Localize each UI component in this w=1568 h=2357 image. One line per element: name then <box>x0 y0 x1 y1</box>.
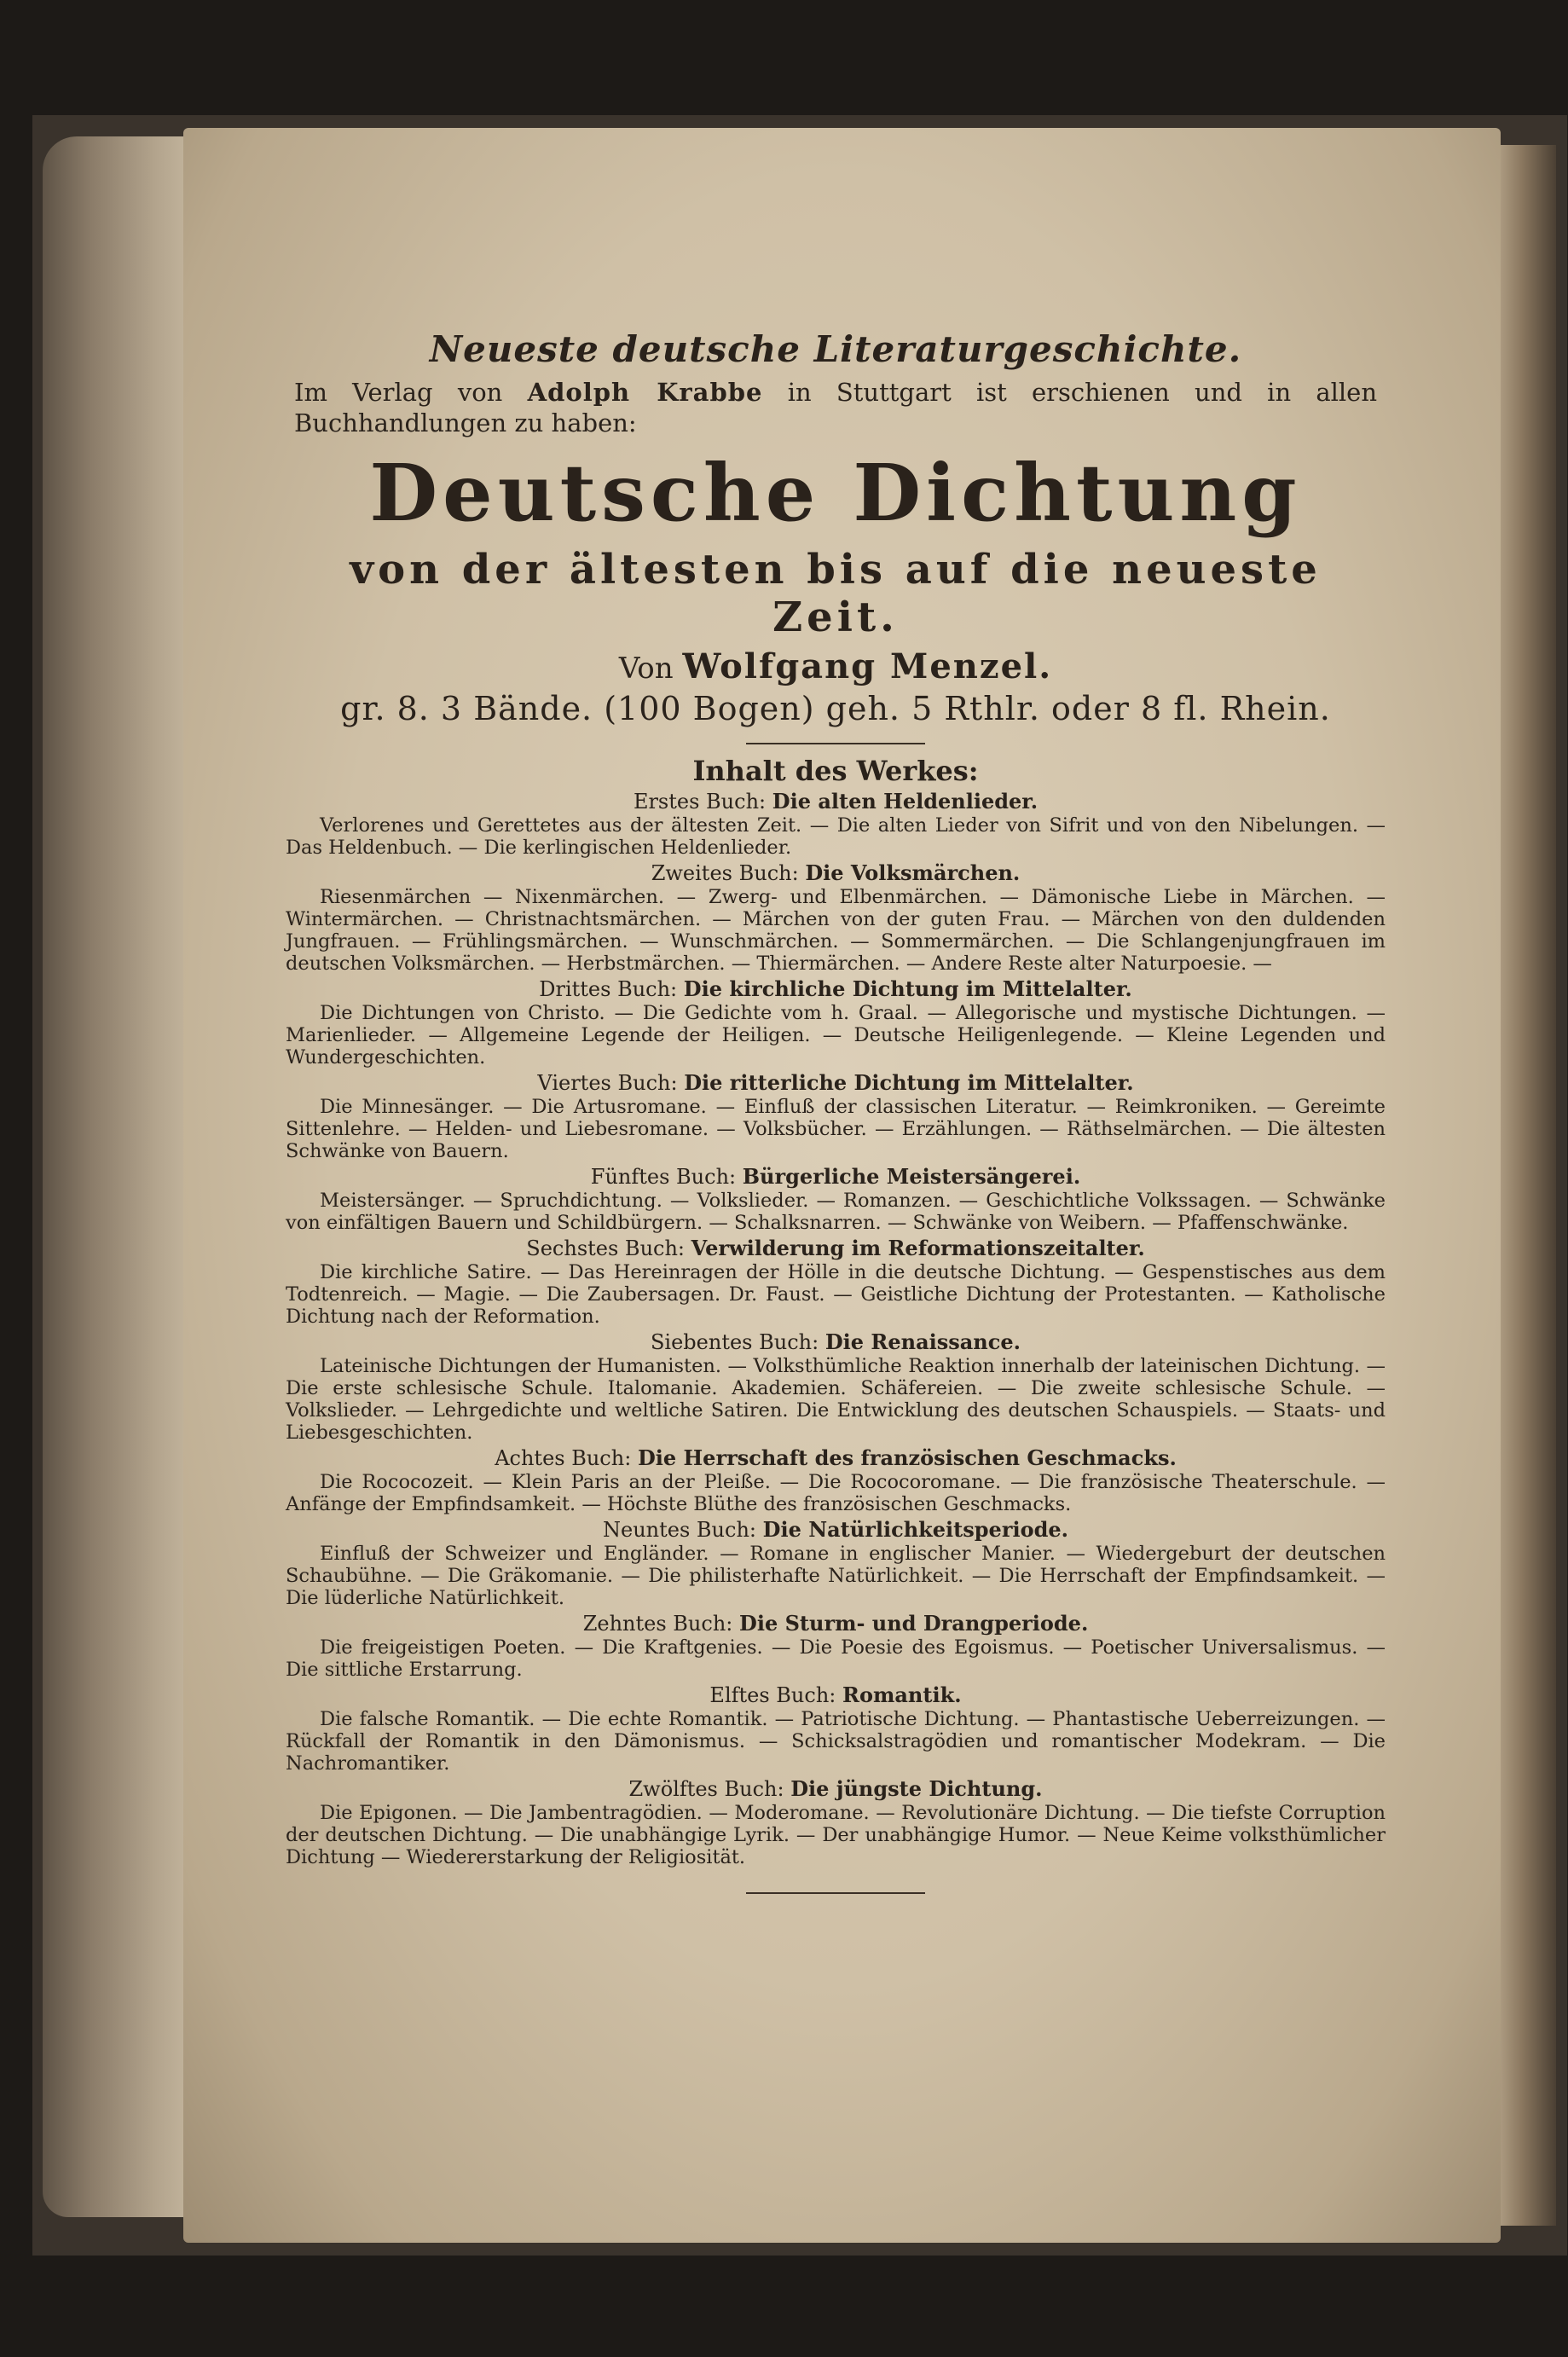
book-title: Deutsche Dichtung <box>369 447 1302 539</box>
book-label: Viertes Buch: <box>537 1071 678 1095</box>
publisher-intro <box>286 377 1386 438</box>
book-label: Drittes Buch: <box>539 977 678 1001</box>
toc-book-heading <box>286 1611 1386 1636</box>
bottom-divider <box>746 1892 925 1894</box>
price-line: gr. 8. 3 Bände. (100 Bogen) geh. 5 Rthlr. oder 8 fl. Rhein. <box>340 690 1331 727</box>
toc-book-heading <box>286 1776 1386 1802</box>
toc-list <box>286 789 1386 1868</box>
toc-book-heading <box>286 1445 1386 1471</box>
toc-heading: Inhalt des Werkes: <box>692 755 979 787</box>
toc-book-heading <box>286 1164 1386 1190</box>
book-title-entry: Die Natürlichkeitsperiode. <box>762 1517 1068 1542</box>
book-title-entry: Die Sturm- und Drangperiode. <box>739 1611 1089 1636</box>
toc-book-text: Riesenmärchen — Nixenmärchen. — Zwerg- und Elbenmärchen. — Dämonische Liebe in Märchen. — Wintermärchen. — Christnachtsmärchen. — Märchen von der guten Frau. — Märchen von den duldenden Jungfrauen. — Frühlingsmärchen. — Wunschmärchen. — Sommermärchen. — Die Schlangenjungfrauen im deutschen Volksmärchen. — Herbstmärchen. — Thiermärchen. — Andere Reste alter Naturpoesie. — <box>286 886 1386 975</box>
toc-book-heading <box>286 976 1386 1002</box>
publisher-name: Adolph Krabbe <box>527 378 763 407</box>
toc-book-text: Einfluß der Schweizer und Engländer. — Romane in englischer Manier. — Wiedergeburt der deutschen Schaubühne. — Die Gräkomanie. — Die philisterhafte Natürlichkeit. — Die Herrschaft der Empfindsamkeit. — Die lüderliche Natürlichkeit. <box>286 1543 1386 1609</box>
book-subtitle: von der ältesten bis auf die neueste Zeit. <box>350 546 1322 641</box>
advert-heading: Neueste deutsche Literaturgeschichte. <box>429 328 1242 370</box>
author-name: Wolfgang Menzel. <box>682 646 1053 686</box>
toc-book-text: Meistersänger. — Spruchdichtung. — Volkslieder. — Romanzen. — Geschichtliche Volkssagen. — Schwänke von einfältigen Bauern und Schildbürgern. — Schalksnarren. — Schwänke von Weibern. — Pfaffenschwänke. <box>286 1190 1386 1234</box>
book-label: Neuntes Buch: <box>603 1518 756 1542</box>
book-title-entry: Romantik. <box>842 1682 962 1707</box>
book-label: Achtes Buch: <box>495 1446 632 1470</box>
book-label: Zwölftes Buch: <box>628 1777 784 1801</box>
toc-book-text: Verlorenes und Gerettetes aus der ältesten Zeit. — Die alten Lieder von Sifrit und von den Nibelungen. — Das Heldenbuch. — Die kerlingischen Heldenlieder. <box>286 814 1386 859</box>
book-label: Erstes Buch: <box>633 790 767 814</box>
toc-book-text: Lateinische Dichtungen der Humanisten. — Volksthümliche Reaktion innerhalb der lateinischen Dichtung. — Die erste schlesische Schule. Italomanie. Akademien. Schäfereien. — Die zweite schlesische Schule. — Volkslieder. — Lehrgedichte und weltliche Satiren. Die Entwicklung des deutschen Schauspiels. — Staats- und Liebesgeschichten. <box>286 1355 1386 1444</box>
book-title-entry: Bürgerliche Meistersängerei. <box>742 1164 1081 1189</box>
toc-book-text: Die Minnesänger. — Die Artusromane. — Einfluß der classischen Literatur. — Reimkroniken. — Gereimte Sittenlehre. — Helden- und Liebesromane. — Volksbücher. — Erzählungen. — Räthselmärchen. — Die ältesten Schwänke von Bauern. <box>286 1096 1386 1162</box>
toc-book-text: Die freigeistigen Poeten. — Die Kraftgenies. — Die Poesie des Egoismus. — Poetischer Universalismus. — Die sittliche Erstarrung. <box>286 1636 1386 1681</box>
toc-book-text: Die falsche Romantik. — Die echte Romantik. — Patriotische Dichtung. — Phantastische Ueberreizungen. — Rückfall der Romantik in den Dämonismus. — Schicksalstragödien und romantischer Modekram. — Die Nachromantiker. <box>286 1708 1386 1775</box>
toc-book-heading <box>286 1682 1386 1708</box>
intro-prefix: Im Verlag von <box>294 378 503 407</box>
book-title-entry: Die alten Heldenlieder. <box>772 789 1039 814</box>
book-label: Zehntes Buch: <box>582 1612 733 1636</box>
book-label: Sechstes Buch: <box>526 1236 686 1260</box>
toc-book-text: Die Rococozeit. — Klein Paris an der Pleiße. — Die Rococoromane. — Die französische Theaterschule. — Anfänge der Empfindsamkeit. — Höchste Blüthe des französischen Geschmacks. <box>286 1471 1386 1515</box>
book-title-entry: Die kirchliche Dichtung im Mittelalter. <box>683 976 1132 1001</box>
book-label: Fünftes Buch: <box>590 1165 737 1189</box>
toc-book-heading <box>286 860 1386 886</box>
divider <box>746 743 925 744</box>
book-title-entry: Die Renaissance. <box>825 1329 1021 1354</box>
intro-suffix: in Stuttgart ist erschienen und in allen Buchhandlungen zu haben: <box>294 378 1378 437</box>
book-title-entry: Die ritterliche Dichtung im Mittelalter. <box>684 1070 1134 1095</box>
book-title-entry: Die jüngste Dichtung. <box>790 1776 1043 1801</box>
book-label: Elftes Buch: <box>709 1683 836 1707</box>
toc-book-text: Die Epigonen. — Die Jambentragödien. — Moderomane. — Revolutionäre Dichtung. — Die tiefste Corruption der deutschen Dichtung. — Die unabhängige Lyrik. — Der unabhängige Humor. — Neue Keime volksthümlicher Dichtung — Wiedererstarkung der Religiosität. <box>286 1802 1386 1868</box>
toc-book-text: Die Dichtungen von Christo. — Die Gedichte vom h. Graal. — Allegorische und mystische Dichtungen. — Marienlieder. — Allgemeine Legende der Heiligen. — Deutsche Heiligenlegende. — Kleine Legenden und Wundergeschichten. <box>286 1002 1386 1068</box>
author-line <box>286 646 1386 686</box>
book-title-entry: Die Herrschaft des französischen Geschmacks. <box>637 1445 1177 1470</box>
book-title-entry: Die Volksmärchen. <box>805 860 1021 885</box>
toc-book-heading <box>286 1329 1386 1355</box>
toc-book-heading <box>286 1236 1386 1261</box>
book-label: Siebentes Buch: <box>650 1330 819 1354</box>
toc-book-heading <box>286 1517 1386 1543</box>
author-prefix: Von <box>618 652 674 686</box>
book-title-entry: Verwilderung im Reformationszeitalter. <box>691 1236 1145 1260</box>
toc-book-text: Die kirchliche Satire. — Das Hereinragen der Hölle in die deutsche Dichtung. — Gespenstisches aus dem Todtenreich. — Magie. — Die Zaubersagen. Dr. Faust. — Geistliche Dichtung der Protestanten. — Katholische Dichtung nach der Reformation. <box>286 1261 1386 1328</box>
toc-book-heading <box>286 789 1386 814</box>
page-content <box>286 328 1386 1894</box>
book-label: Zweites Buch: <box>651 861 799 885</box>
toc-book-heading <box>286 1070 1386 1096</box>
page-stack-left <box>43 136 205 2217</box>
